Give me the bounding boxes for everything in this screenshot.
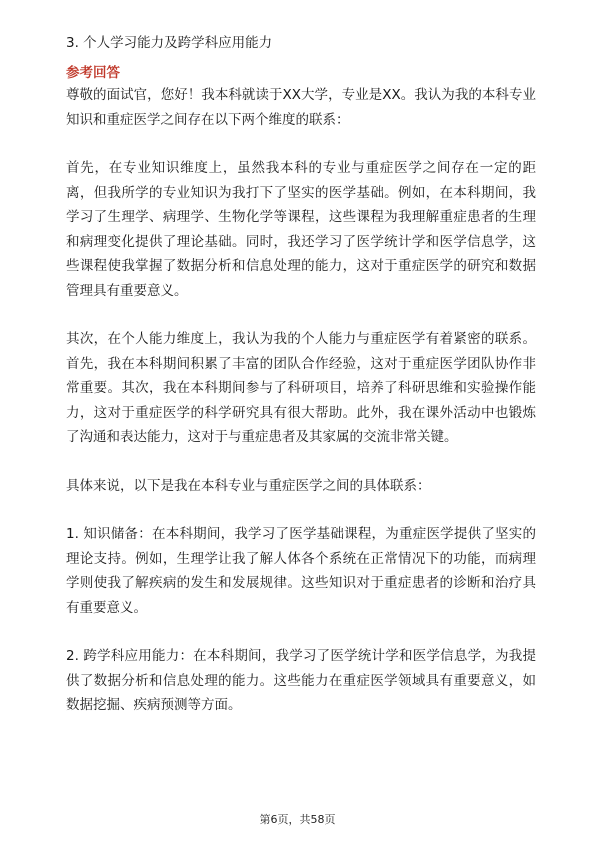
paragraph-knowledge-dimension: 首先，在专业知识维度上，虽然我本科的专业与重症医学之间存在一定的距离，但我所学的专业知识为我打下了坚实的医学基础。例如，在本科期间，我学习了生理学、病理学、生物化学等课程，这些课程为我理解重症患者的生理和病理变化提供了理论基础。同时，我还学习了医学统计学和医学信息学，这些课程使我掌握了数据分析和信息处理的能力，这对于重症医学的研究和数据管理具有重要意义。 — [66, 160, 536, 299]
paragraph-greeting: 尊敬的面试官，您好！我本科就读于XX大学，专业是XX。我认为我的本科专业知识和重症医学之间存在以下两个维度的联系： — [66, 87, 536, 128]
paragraph-specific-intro: 具体来说，以下是我在本科专业与重症医学之间的具体联系： — [66, 477, 431, 494]
paragraph-cross-discipline: 2. 跨学科应用能力：在本科期间，我学习了医学统计学和医学信息学，为我提供了数据分析和信息处理的能力。这些能力在重症医学领域具有重要意义，如数据挖掘、疾病预测等方面。 — [66, 648, 536, 713]
page-content — [66, 33, 536, 742]
answer-label: 参考回答 — [66, 65, 120, 81]
section-title: 3. 个人学习能力及跨学科应用能力 — [66, 35, 273, 51]
paragraph-ability-dimension: 其次，在个人能力维度上，我认为我的个人能力与重症医学有着紧密的联系。首先，我在本科期间积累了丰富的团队合作经验，这对于重症医学团队协作非常重要。其次，我在本科期间参与了科研项目，培养了科研思维和实验操作能力，这对于重症医学的科学研究具有很大帮助。此外，我在课外活动中也锻炼了沟通和表达能力，这对于与重症患者及其家属的交流非常关键。 — [66, 331, 536, 445]
page-number: 第6页，共58页 — [259, 813, 336, 826]
paragraph-knowledge-reserve: 1. 知识储备：在本科期间，我学习了医学基础课程，为重症医学提供了坚实的理论支持。例如，生理学让我了解人体各个系统在正常情况下的功能，而病理学则使我了解疾病的发生和发展规律。这些知识对于重症患者的诊断和治疗具有重要意义。 — [66, 526, 536, 616]
